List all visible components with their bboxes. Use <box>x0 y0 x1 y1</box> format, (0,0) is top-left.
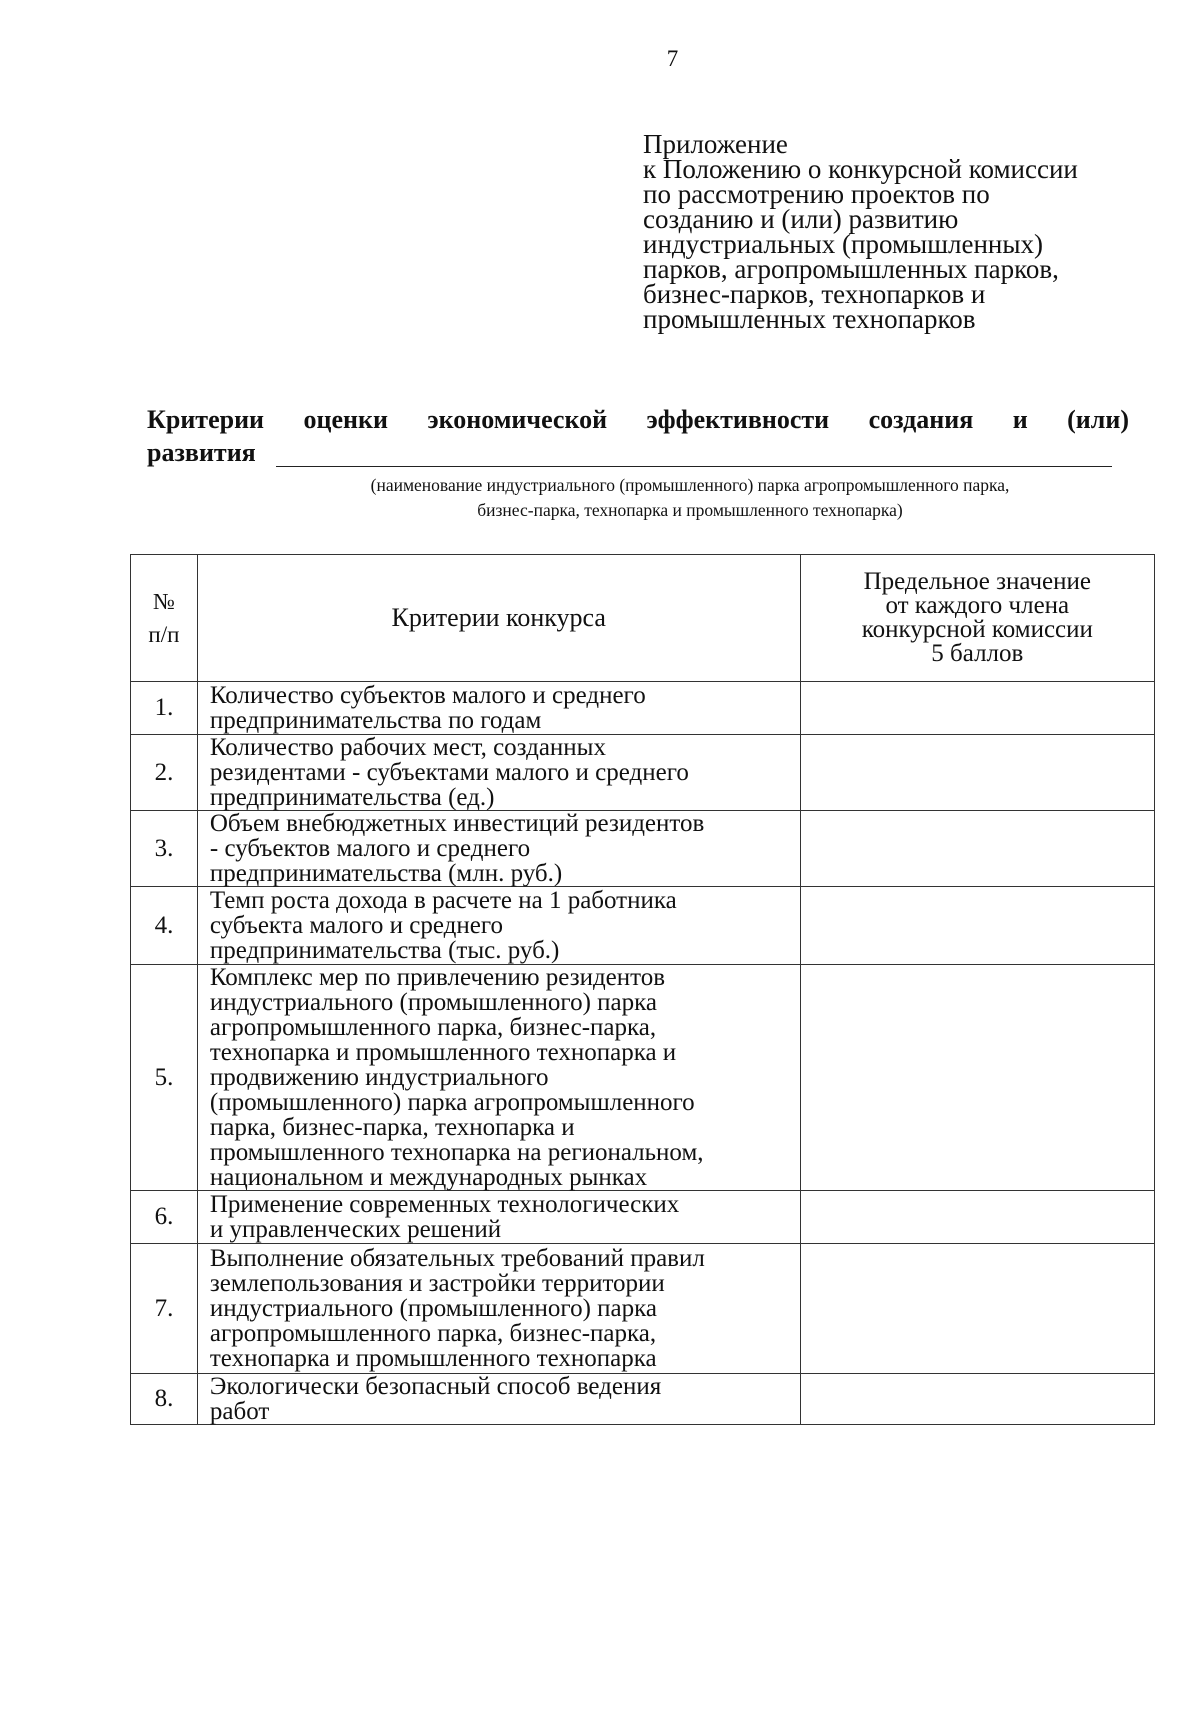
header-max-value <box>800 555 1154 682</box>
criterion-line: Количество рабочих мест, созданных <box>209 734 606 761</box>
park-name-blank-line <box>276 466 1112 467</box>
criterion-line: предпринимательства по годам <box>209 707 542 734</box>
header-number-sign: № <box>152 589 175 614</box>
criterion-line: Количество субъектов малого и среднего <box>209 682 646 709</box>
row-score-cell[interactable] <box>800 887 1154 965</box>
appendix-line: к Положению о конкурсной комиссии <box>643 154 1078 184</box>
criterion-line: предпринимательства (тыс. руб.) <box>209 937 560 964</box>
row-score-cell[interactable] <box>800 1191 1154 1244</box>
table-header-row <box>131 555 1155 682</box>
table-row <box>131 735 1155 811</box>
row-score-cell[interactable] <box>800 965 1154 1191</box>
row-score-cell[interactable] <box>800 735 1154 811</box>
appendix-line: созданию и (или) развитию <box>643 204 959 234</box>
row-number: 5. <box>131 965 198 1191</box>
criterion-line: резидентами - субъектами малого и среднего <box>209 759 689 786</box>
row-number: 6. <box>131 1191 198 1244</box>
criterion-line: Объем внебюджетных инвестиций резидентов <box>209 810 705 837</box>
appendix-line: промышленных технопарков <box>643 304 976 334</box>
criterion-line: предпринимательства (млн. руб.) <box>209 860 563 887</box>
criterion-line: Экологически безопасный способ ведения <box>209 1373 662 1400</box>
header-max-line: конкурсной комиссии <box>861 616 1093 643</box>
hint-line: бизнес-парка, технопарка и промышленного технопарка) <box>477 500 903 520</box>
row-criterion <box>197 1374 800 1425</box>
row-criterion <box>197 811 800 887</box>
criterion-line: землепользования и застройки территории <box>209 1270 665 1297</box>
row-score-cell[interactable] <box>800 1374 1154 1425</box>
criterion-line: Применение современных технологических <box>209 1191 680 1218</box>
criterion-line: субъекта малого и среднего <box>209 912 503 939</box>
row-number: 4. <box>131 887 198 965</box>
table-row <box>131 887 1155 965</box>
table-row <box>131 965 1155 1191</box>
appendix-line: бизнес-парков, технопарков и <box>643 279 986 309</box>
row-criterion <box>197 965 800 1191</box>
row-number: 2. <box>131 735 198 811</box>
park-name-hint <box>260 473 1120 523</box>
header-max-line: 5 баллов <box>931 640 1024 667</box>
row-number: 8. <box>131 1374 198 1425</box>
page-number: 7 <box>666 46 679 71</box>
criterion-line: работ <box>209 1398 270 1425</box>
criterion-line: промышленного технопарка на региональном, <box>209 1139 704 1166</box>
appendix-line: Приложение <box>643 129 788 159</box>
header-max-line: от каждого члена <box>885 592 1070 619</box>
criterion-line: - субъектов малого и среднего <box>209 835 531 862</box>
table-row <box>131 1244 1155 1374</box>
table-row <box>131 682 1155 735</box>
appendix-line: индустриальных (промышленных) <box>643 229 1043 259</box>
header-number-abbr: п/п <box>148 622 180 647</box>
criterion-line: Темп роста дохода в расчете на 1 работника <box>209 887 677 914</box>
table-row <box>131 811 1155 887</box>
criteria-table-body <box>131 555 1155 1425</box>
row-criterion <box>197 735 800 811</box>
header-max-line: Предельное значение <box>863 568 1092 595</box>
criterion-line: индустриального (промышленного) парка <box>209 1295 657 1322</box>
criterion-line: Комплекс мер по привлечению резидентов <box>209 964 666 991</box>
criterion-line: технопарка и промышленного технопарка и <box>209 1039 677 1066</box>
document-title: Критерии оценки экономической эффективности создания и (или) <box>147 405 1129 434</box>
criterion-line: Выполнение обязательных требований правил <box>209 1245 705 1272</box>
criterion-line: агропромышленного парка, бизнес-парка, <box>209 1320 657 1347</box>
header-number <box>131 555 198 682</box>
row-criterion <box>197 682 800 735</box>
row-number: 1. <box>131 682 198 735</box>
row-score-cell[interactable] <box>800 811 1154 887</box>
row-score-cell[interactable] <box>800 682 1154 735</box>
row-criterion <box>197 1244 800 1374</box>
appendix-line: по рассмотрению проектов по <box>643 179 990 209</box>
criteria-table <box>130 554 1155 1425</box>
row-score-cell[interactable] <box>800 1244 1154 1374</box>
row-criterion <box>197 887 800 965</box>
document-title-continuation: развития <box>147 438 256 467</box>
criterion-line: продвижению индустриального <box>209 1064 549 1091</box>
criterion-line: и управленческих решений <box>209 1216 502 1243</box>
row-number: 3. <box>131 811 198 887</box>
table-row <box>131 1191 1155 1244</box>
criterion-line: технопарка и промышленного технопарка <box>209 1345 657 1372</box>
appendix-note <box>643 129 1163 334</box>
criterion-line: предпринимательства (ед.) <box>209 784 495 811</box>
table-row <box>131 1374 1155 1425</box>
row-number: 7. <box>131 1244 198 1374</box>
header-criteria: Критерии конкурса <box>197 555 800 682</box>
hint-line: (наименование индустриального (промышленного) парка агропромышленного парка, <box>370 475 1010 495</box>
appendix-line: парков, агропромышленных парков, <box>643 254 1059 284</box>
criterion-line: национальном и международных рынках <box>209 1164 648 1191</box>
row-criterion <box>197 1191 800 1244</box>
criterion-line: парка, бизнес-парка, технопарка и <box>209 1114 575 1141</box>
criterion-line: индустриального (промышленного) парка <box>209 989 657 1016</box>
criterion-line: агропромышленного парка, бизнес-парка, <box>209 1014 657 1041</box>
criterion-line: (промышленного) парка агропромышленного <box>209 1089 695 1116</box>
